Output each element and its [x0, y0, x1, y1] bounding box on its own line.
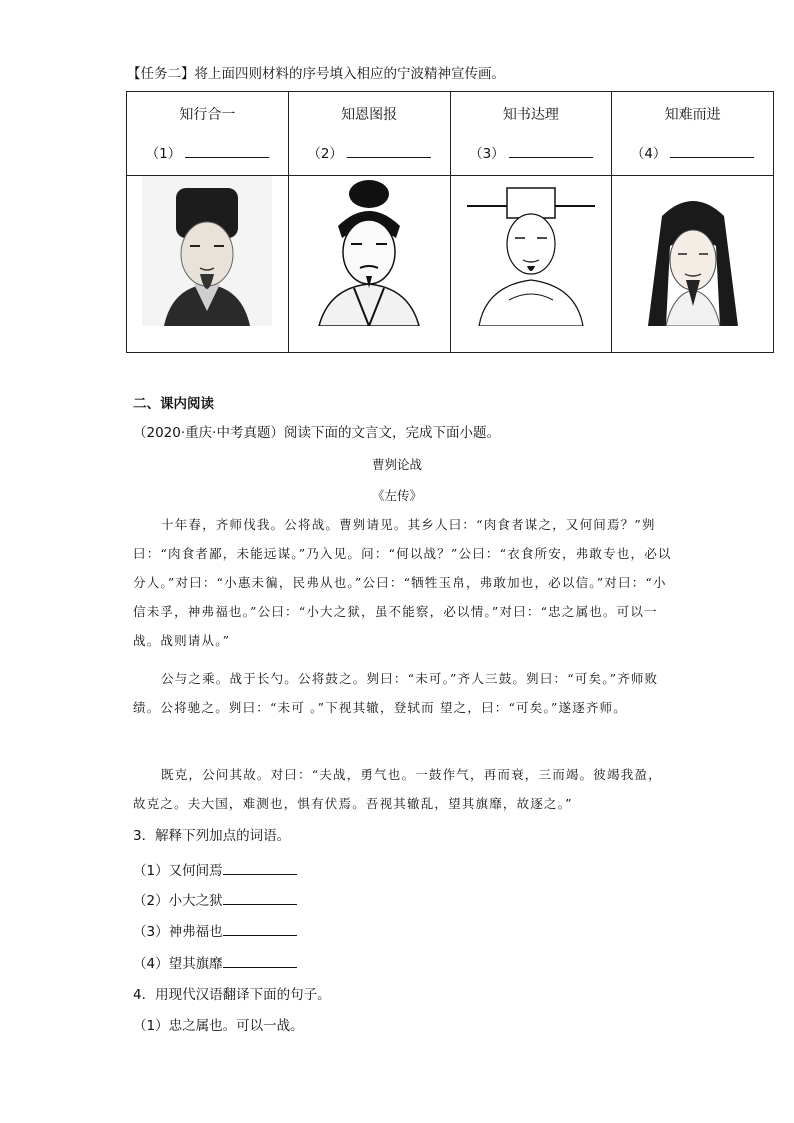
- question-3-item-1: （1）又何间焉: [133, 860, 297, 881]
- blank-number: （2）: [307, 146, 343, 162]
- portrait-cell-2: [288, 176, 450, 353]
- virtue-cell-1: [127, 92, 289, 176]
- answer-blank-4[interactable]: [670, 144, 754, 158]
- virtue-label: 知恩图报: [341, 107, 398, 123]
- virtue-label: 知难而进: [664, 107, 721, 123]
- answer-blank[interactable]: [223, 860, 297, 875]
- portrait-official-winged-hat: [461, 176, 601, 326]
- question-3-item-2: （2）小大之狱: [133, 890, 297, 911]
- answer-blank[interactable]: [223, 921, 297, 936]
- question-4-item-1: （1）忠之属也。可以一战。: [133, 1018, 304, 1034]
- blank-number: （3）: [469, 146, 505, 162]
- portrait-scholar-tall-hat: [142, 176, 272, 326]
- task2-table: [126, 91, 774, 353]
- passage-paragraph-2: 公与之乘。战于长勺。公将鼓之。刿曰：“未可。”齐人三鼓。刿曰：“可矣。”齐师败绩。公将驰之。刿曰：“未可 。”下视其辙，登轼而 望之，曰：“可矣。”遂逐齐师。: [133, 671, 659, 715]
- portrait-cell-3: [450, 176, 612, 353]
- virtue-label: 知书达理: [502, 107, 559, 123]
- question-3-item-4: （4）望其旗靡: [133, 953, 297, 974]
- passage-author: 《左传》: [371, 488, 422, 503]
- answer-blank-1[interactable]: [185, 144, 269, 158]
- blank-number: （4）: [630, 146, 667, 162]
- question-4-stem: 4．用现代汉语翻译下面的句子。: [133, 987, 331, 1003]
- portrait-scholar-topknot: [304, 176, 434, 326]
- answer-blank-3[interactable]: [509, 144, 593, 158]
- answer-blank[interactable]: [223, 953, 297, 968]
- question-3-item-3: （3）神弗福也: [133, 921, 297, 942]
- blank-number: （1）: [145, 146, 182, 162]
- question-3-stem: 3．解释下列加点的词语。: [133, 828, 291, 844]
- virtue-cell-4: [612, 92, 774, 176]
- virtue-cell-2: [288, 92, 450, 176]
- portrait-cell-1: [127, 176, 289, 353]
- portrait-cell-4: [612, 176, 774, 353]
- answer-blank[interactable]: [223, 890, 297, 905]
- task2-instruction: 【任务二】将上面四则材料的序号填入相应的宁波精神宣传画。: [127, 66, 505, 82]
- answer-blank-2[interactable]: [347, 144, 431, 158]
- virtue-cell-3: [450, 92, 612, 176]
- portrait-scholar-hood: [628, 176, 758, 326]
- passage-paragraph-1: 十年春，齐师伐我。公将战。曹刿请见。其乡人曰：“肉食者谋之，又何间焉？”刿曰：“肉食者鄙，未能远谋。”乃入见。问：“何以战？”公曰：“衣食所安，弗敢专也，必以分人。”对曰：“小惠未徧，民弗从也。”公曰：“牺牲玉帛，弗敢加也，必以信。”对曰：“小信未孚，神弗福也。”公曰：“小大之狱，虽不能察，必以情。”对曰：“忠之属也。可以一战。战则请从。”: [133, 517, 672, 648]
- passage-paragraph-3: 既克，公问其故。对曰：“夫战，勇气也。一鼓作气，再而衰，三而竭。彼竭我盈，故克之。夫大国，难测也，惧有伏焉。吾视其辙乱，望其旗靡，故逐之。”: [133, 767, 662, 811]
- passage-source: （2020·重庆·中考真题）阅读下面的文言文，完成下面小题。: [133, 425, 500, 441]
- passage-title: 曹刿论战: [371, 457, 422, 472]
- virtue-label: 知行合一: [179, 107, 236, 123]
- section-heading: 二、课内阅读: [133, 396, 214, 412]
